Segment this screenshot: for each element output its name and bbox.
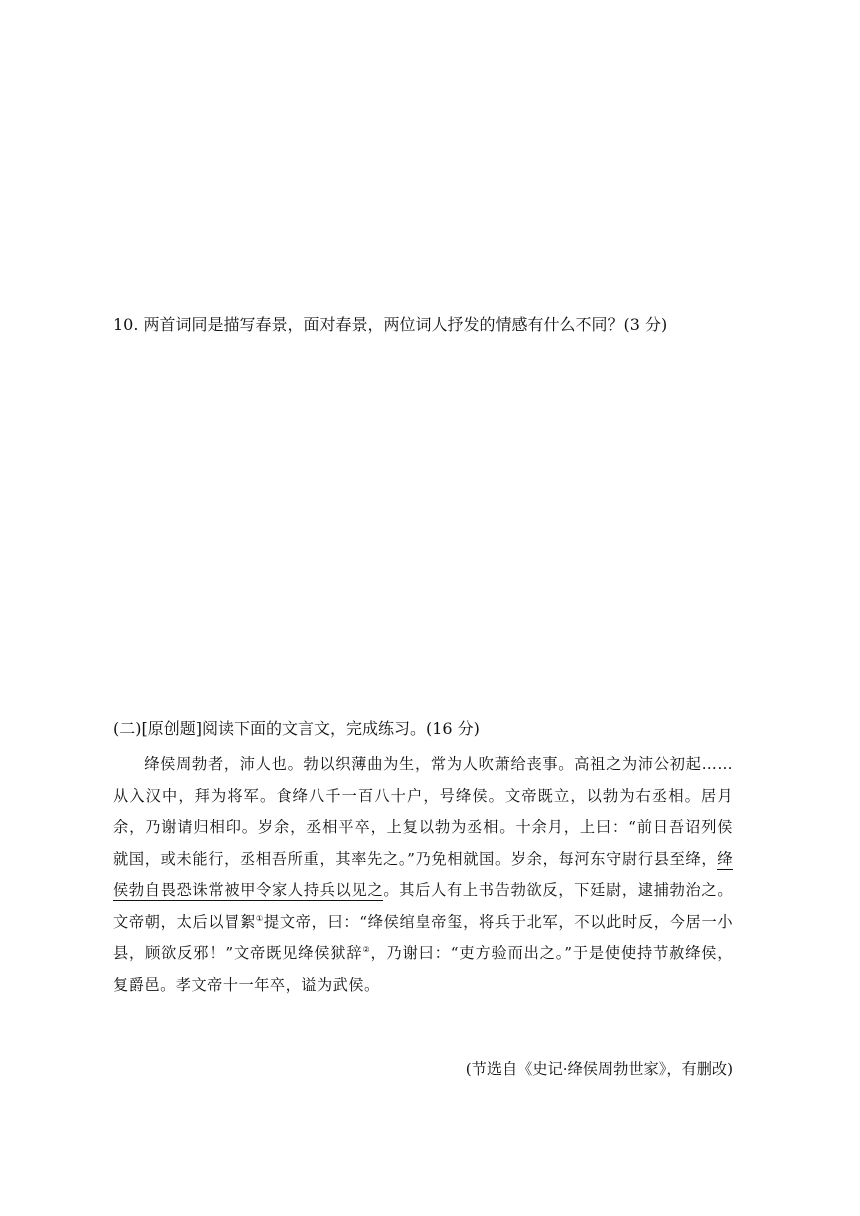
source-citation: (节选自《史记·绛侯周勃世家》，有删改): [465, 1060, 733, 1078]
underlined-sentence: 绛侯勃自畏恐诛常被甲令家人持兵以见之: [113, 849, 733, 899]
passage-paragraph: [113, 749, 733, 1001]
question-10: 10. 两首词同是描写春景，面对春景，两位词人抒发的情感有什么不同？(3 分): [113, 315, 668, 334]
classical-chinese-passage: [113, 749, 733, 1001]
footnote-marker-2: ②: [362, 944, 371, 954]
passage-text-part-2: 。其后人有上书告勃欲反，下廷尉，逮捕勃治之。文帝朝，太后以冒絮: [113, 881, 734, 931]
passage-text-part-1: 绛侯周勃者，沛人也。勃以织薄曲为生，常为人吹萧给丧事。高祖之为沛公初起……从入汉中，拜为将军。食绛八千一百八十户，号绛侯。文帝既立，以勃为右丞相。居月余，乃谢请归相印。岁余，丞相平卒，上复以勃为丞相。十余月，上曰：“前日吾诏列侯就国，或未能行，丞相吾所重，其率先之。”乃免相就国。岁余，每河东守尉行县至绛，: [113, 755, 733, 868]
section-heading: (二)[原创题]阅读下面的文言文，完成练习。(16 分): [113, 719, 480, 738]
passage-text-part-3: 提文帝，曰：“绛侯绾皇帝玺，将兵于北军，不以此时反，今居一小县，顾欲反邪！”文帝既见绛侯狱辞: [113, 912, 734, 962]
passage-text-part-4: ，乃谢曰：“吏方验而出之。”于是使使持节赦绛侯，复爵邑。孝文帝十一年卒，谥为武侯。: [113, 944, 733, 994]
footnote-marker-1: ①: [256, 913, 264, 923]
